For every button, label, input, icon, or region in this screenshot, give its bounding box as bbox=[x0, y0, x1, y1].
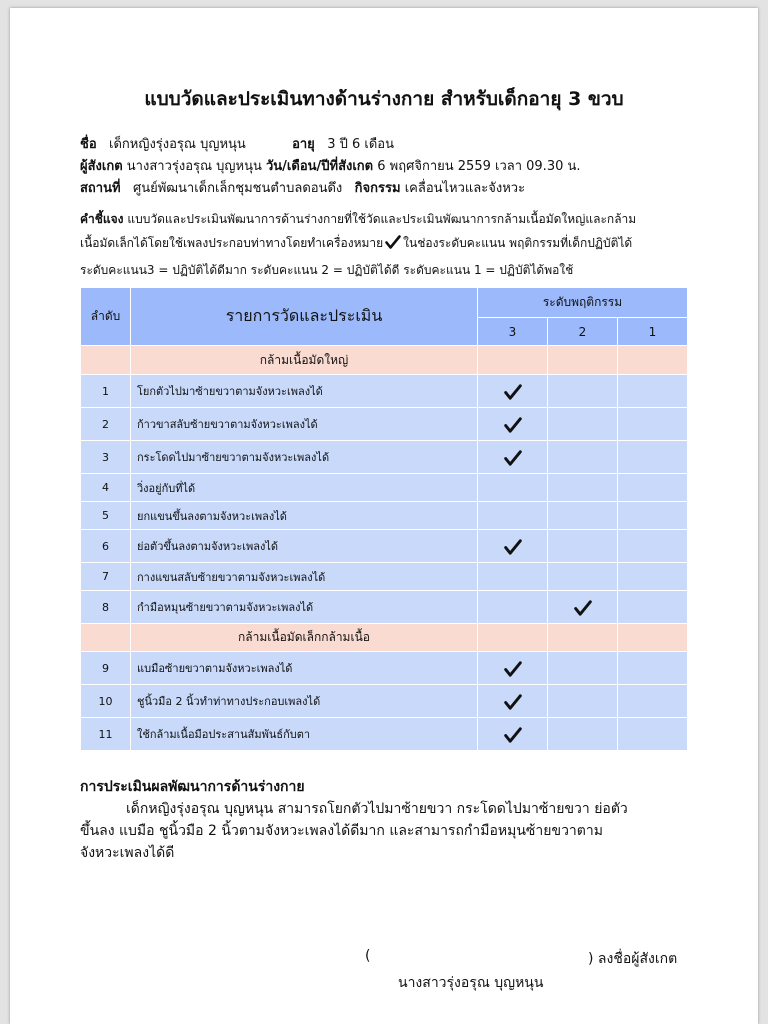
row-number: 6 bbox=[81, 530, 131, 563]
check-mark-icon bbox=[478, 416, 547, 434]
name-value: เด็กหญิงรุ่งอรุณ บุญหนุน bbox=[109, 137, 246, 152]
table-row bbox=[81, 474, 688, 502]
info-line-observer bbox=[80, 155, 581, 176]
header-level-2: 2 bbox=[548, 318, 618, 346]
document-page bbox=[10, 8, 758, 1024]
row-number: 7 bbox=[81, 563, 131, 591]
table-row bbox=[81, 408, 688, 441]
level-1-cell bbox=[618, 441, 688, 474]
section-row bbox=[81, 624, 688, 652]
section-no-cell bbox=[81, 346, 131, 375]
level-3-cell bbox=[478, 474, 548, 502]
age-value: 3 ปี 6 เดือน bbox=[327, 137, 394, 152]
section-level-cell bbox=[618, 624, 688, 652]
level-2-cell bbox=[548, 375, 618, 408]
row-number: 2 bbox=[81, 408, 131, 441]
row-item-text: แบมือซ้ายขวาตามจังหวะเพลงได้ bbox=[131, 652, 478, 685]
row-number: 8 bbox=[81, 591, 131, 624]
place-label: สถานที่ bbox=[80, 181, 121, 196]
table-row bbox=[81, 718, 688, 751]
level-1-cell bbox=[618, 652, 688, 685]
summary-line-2: ขึ้นลง แบมือ ชูนิ้วมือ 2 นิ้วตามจังหวะเพลงได้ดีมาก และสามารถกำมือหมุนซ้ายขวาตาม bbox=[80, 823, 603, 839]
signature-open-paren: ( bbox=[365, 948, 371, 964]
signature-label: ) ลงชื่อผู้สังเกต bbox=[588, 951, 678, 967]
instructions-line-3: ระดับคะแนน3 = ปฏิบัติได้ดีมาก ระดับคะแนน 2 = ปฏิบัติได้ดี ระดับคะแนน 1 = ปฏิบัติได้พอใช้ bbox=[80, 263, 574, 277]
row-number: 5 bbox=[81, 502, 131, 530]
row-number: 9 bbox=[81, 652, 131, 685]
section-row bbox=[81, 346, 688, 375]
check-mark-icon bbox=[548, 599, 617, 617]
level-1-cell bbox=[618, 718, 688, 751]
observer-label: ผู้สังเกต bbox=[80, 159, 123, 174]
row-number: 3 bbox=[81, 441, 131, 474]
signature-name: นางสาวรุ่งอรุณ บุญหนุน bbox=[398, 975, 544, 991]
summary-line-1: เด็กหญิงรุ่งอรุณ บุญหนุน สามารถโยกตัวไปมาซ้ายขวา กระโดดไปมาซ้ายขวา ย่อตัว bbox=[126, 801, 628, 817]
level-2-cell bbox=[548, 685, 618, 718]
section-title: กล้ามเนื้อมัดเล็กกล้ามเนื้อ bbox=[131, 624, 478, 652]
check-mark-icon bbox=[385, 234, 401, 258]
level-3-cell bbox=[478, 718, 548, 751]
date-value: 6 พฤศจิกายน 2559 เวลา 09.30 น. bbox=[377, 159, 581, 174]
level-2-cell bbox=[548, 474, 618, 502]
instructions bbox=[80, 207, 690, 282]
level-3-cell bbox=[478, 375, 548, 408]
activity-value: เคลื่อนไหวและจังหวะ bbox=[404, 181, 526, 196]
row-item-text: กางแขนสลับซ้ายขวาตามจังหวะเพลงได้ bbox=[131, 563, 478, 591]
row-item-text: ย่อตัวขึ้นลงตามจังหวะเพลงได้ bbox=[131, 530, 478, 563]
section-no-cell bbox=[81, 624, 131, 652]
info-line-place bbox=[80, 177, 525, 198]
table-row bbox=[81, 530, 688, 563]
row-item-text: วิ่งอยู่กับที่ได้ bbox=[131, 474, 478, 502]
level-2-cell bbox=[548, 652, 618, 685]
check-mark-icon bbox=[478, 538, 547, 556]
table-row bbox=[81, 652, 688, 685]
header-level-3: 3 bbox=[478, 318, 548, 346]
info-line-name bbox=[80, 133, 394, 154]
level-1-cell bbox=[618, 530, 688, 563]
evaluation-table bbox=[80, 287, 688, 751]
row-number: 11 bbox=[81, 718, 131, 751]
header-level-1: 1 bbox=[618, 318, 688, 346]
section-level-cell bbox=[548, 346, 618, 375]
row-item-text: โยกตัวไปมาซ้ายขวาตามจังหวะเพลงได้ bbox=[131, 375, 478, 408]
level-3-cell bbox=[478, 652, 548, 685]
level-1-cell bbox=[618, 591, 688, 624]
section-level-cell bbox=[478, 624, 548, 652]
level-3-cell bbox=[478, 441, 548, 474]
date-label: วัน/เดือน/ปีที่สังเกต bbox=[266, 159, 374, 174]
level-2-cell bbox=[548, 408, 618, 441]
header-no: ลำดับ bbox=[81, 288, 131, 346]
table-row bbox=[81, 685, 688, 718]
row-number: 10 bbox=[81, 685, 131, 718]
instructions-line-1: แบบวัดและประเมินพัฒนาการด้านร่างกายที่ใช้วัดและประเมินพัฒนาการกล้ามเนื้อมัดใหญ่และกล้าม bbox=[127, 212, 637, 226]
section-level-cell bbox=[548, 624, 618, 652]
level-2-cell bbox=[548, 502, 618, 530]
level-1-cell bbox=[618, 474, 688, 502]
summary-title: การประเมินผลพัฒนาการด้านร่างกาย bbox=[80, 779, 305, 795]
header-level: ระดับพฤติกรรม bbox=[478, 288, 688, 318]
table-row bbox=[81, 563, 688, 591]
header-item: รายการวัดและประเมิน bbox=[131, 288, 478, 346]
instructions-label: คำชี้แจง bbox=[80, 212, 124, 226]
level-3-cell bbox=[478, 563, 548, 591]
activity-label: กิจกรรม bbox=[354, 181, 401, 196]
check-mark-icon bbox=[478, 383, 547, 401]
level-1-cell bbox=[618, 563, 688, 591]
check-mark-icon bbox=[478, 726, 547, 744]
level-2-cell bbox=[548, 441, 618, 474]
observer-value: นางสาวรุ่งอรุณ บุญหนุน bbox=[126, 159, 262, 174]
table-row bbox=[81, 502, 688, 530]
instructions-line-2a: เนื้อมัดเล็กได้โดยใช้เพลงประกอบท่าทางโดยทำเครื่องหมาย bbox=[80, 236, 384, 250]
row-item-text: ใช้กล้ามเนื้อมือประสานสัมพันธ์กับตา bbox=[131, 718, 478, 751]
check-mark-icon bbox=[478, 660, 547, 678]
level-2-cell bbox=[548, 591, 618, 624]
document-title: แบบวัดและประเมินทางด้านร่างกาย สำหรับเด็กอายุ 3 ขวบ bbox=[144, 88, 624, 110]
level-1-cell bbox=[618, 408, 688, 441]
row-item-text: ก้าวขาสลับซ้ายขวาตามจังหวะเพลงได้ bbox=[131, 408, 478, 441]
section-level-cell bbox=[478, 346, 548, 375]
level-3-cell bbox=[478, 408, 548, 441]
section-title: กล้ามเนื้อมัดใหญ่ bbox=[131, 346, 478, 375]
row-item-text: ชูนิ้วมือ 2 นิ้วทำท่าทางประกอบเพลงได้ bbox=[131, 685, 478, 718]
row-number: 4 bbox=[81, 474, 131, 502]
row-item-text: ยกแขนขึ้นลงตามจังหวะเพลงได้ bbox=[131, 502, 478, 530]
instructions-line-2b: ในช่องระดับคะแนน พฤติกรรมที่เด็กปฏิบัติได้ bbox=[403, 236, 633, 250]
summary-line-3: จังหวะเพลงได้ดี bbox=[80, 845, 175, 861]
level-2-cell bbox=[548, 530, 618, 563]
level-2-cell bbox=[548, 718, 618, 751]
table-row bbox=[81, 441, 688, 474]
level-3-cell bbox=[478, 502, 548, 530]
row-item-text: กำมือหมุนซ้ายขวาตามจังหวะเพลงได้ bbox=[131, 591, 478, 624]
check-mark-icon bbox=[478, 693, 547, 711]
level-3-cell bbox=[478, 530, 548, 563]
table-row bbox=[81, 591, 688, 624]
place-value: ศูนย์พัฒนาเด็กเล็กชุมชนตำบลดอนดึง bbox=[132, 181, 343, 196]
name-label: ชื่อ bbox=[80, 137, 97, 152]
level-1-cell bbox=[618, 685, 688, 718]
section-level-cell bbox=[618, 346, 688, 375]
level-1-cell bbox=[618, 502, 688, 530]
age-label: อายุ bbox=[292, 137, 315, 152]
table-row bbox=[81, 375, 688, 408]
row-number: 1 bbox=[81, 375, 131, 408]
level-2-cell bbox=[548, 563, 618, 591]
level-3-cell bbox=[478, 685, 548, 718]
check-mark-icon bbox=[478, 449, 547, 467]
row-item-text: กระโดดไปมาซ้ายขวาตามจังหวะเพลงได้ bbox=[131, 441, 478, 474]
summary-text bbox=[80, 798, 692, 864]
level-1-cell bbox=[618, 375, 688, 408]
level-3-cell bbox=[478, 591, 548, 624]
